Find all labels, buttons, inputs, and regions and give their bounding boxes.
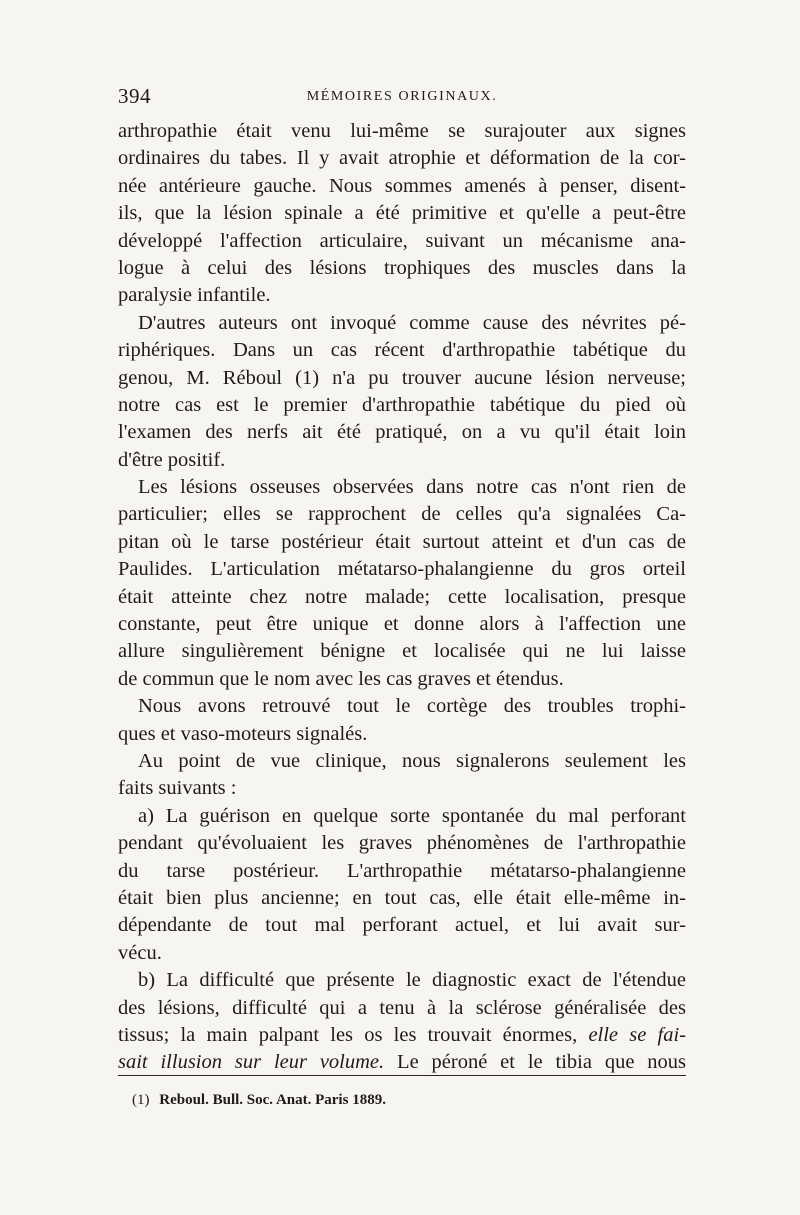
text-line: riphériques. Dans un cas récent d'arthropathie tabétique du	[118, 339, 686, 362]
text-line: née antérieure gauche. Nous sommes amenés à penser, disent-	[118, 174, 686, 197]
text-line: du tarse postérieur. L'arthropathie métatarso-phalangienne	[118, 859, 686, 882]
text-line: notre cas est le premier d'arthropathie tabétique du pied où	[118, 393, 686, 416]
text-line: était atteinte chez notre malade; cette localisation, presque	[118, 585, 686, 608]
text-line: genou, M. Réboul (1) n'a pu trouver aucune lésion nerveuse;	[118, 366, 686, 389]
text-line: des lésions, difficulté qui a tenu à la sclérose généralisée des	[118, 996, 686, 1019]
text-line: arthropathie était venu lui-même se surajouter aux signes	[118, 120, 686, 142]
text-line: allure singulièrement bénigne et localisée qui ne lui laisse	[118, 640, 686, 663]
text-line	[118, 1022, 686, 1049]
text-line: ils, que la lésion spinale a été primitive et qu'elle a peut-être	[118, 202, 686, 225]
text-line: Nous avons retrouvé tout le cortège des troubles trophi-	[138, 695, 686, 718]
text-line: D'autres auteurs ont invoqué comme cause des névrites pé-	[138, 311, 686, 334]
text-line: développé l'affection articulaire, suivant un mécanisme ana-	[118, 229, 686, 252]
text-line: Les lésions osseuses observées dans notre cas n'ont rien de	[138, 476, 686, 499]
text-line: était bien plus ancienne; en tout cas, elle était elle-même in-	[118, 886, 686, 909]
text-line: d'être positif.	[118, 448, 226, 471]
text-line: Au point de vue clinique, nous signalerons seulement les	[138, 749, 686, 772]
text-fragment: Le péroné et le tibia que nous	[397, 1051, 686, 1074]
text-fragment: tissus; la main palpant les os les trouvait énormes,	[118, 1023, 578, 1046]
page-number: 394	[118, 84, 151, 108]
text-line: logue à celui des lésions trophiques des muscles dans la	[118, 256, 686, 279]
text-line: particulier; elles se rapprochent de celles qu'a signalées Ca-	[118, 503, 686, 526]
text-line: pitan où le tarse postérieur était surtout atteint et d'un cas de	[118, 530, 686, 553]
italic-fragment: sait illusion sur leur volume.	[118, 1051, 385, 1074]
text-line: a) La guérison en quelque sorte spontanée du mal perforant	[138, 804, 686, 827]
body-text	[118, 118, 686, 1077]
footnote	[132, 1092, 386, 1109]
text-line: vécu.	[118, 941, 162, 964]
text-line	[118, 1049, 686, 1076]
running-title: MÉMOIRES ORIGINAUX.	[306, 89, 498, 104]
text-line: b) La difficulté que présente le diagnostic exact de l'étendue	[138, 969, 686, 992]
text-line: ordinaires du tabes. Il y avait atrophie et déformation de la cor-	[118, 147, 686, 170]
page-header	[118, 84, 686, 112]
footnote-number: (1)	[132, 1092, 150, 1108]
text-line: pendant qu'évoluaient les graves phénomènes de l'arthropathie	[118, 832, 686, 855]
text-line: paralysie infantile.	[118, 284, 271, 307]
text-line: faits suivants :	[118, 777, 237, 800]
text-line: Paulides. L'articulation métatarso-phalangienne du gros orteil	[118, 558, 686, 581]
text-line: ques et vaso-moteurs signalés.	[118, 722, 368, 745]
text-line: constante, peut être unique et donne alors à l'affection une	[118, 613, 686, 636]
text-line: dépendante de tout mal perforant actuel, et lui avait sur-	[118, 914, 686, 937]
text-line: de commun que le nom avec les cas graves et étendus.	[118, 667, 564, 690]
italic-fragment: elle se fai-	[588, 1023, 686, 1046]
text-line: l'examen des nerfs ait été pratiqué, on a vu qu'il était loin	[118, 421, 686, 444]
footnote-text: Reboul. Bull. Soc. Anat. Paris 1889.	[159, 1092, 386, 1108]
footnote-rule	[118, 1075, 686, 1076]
